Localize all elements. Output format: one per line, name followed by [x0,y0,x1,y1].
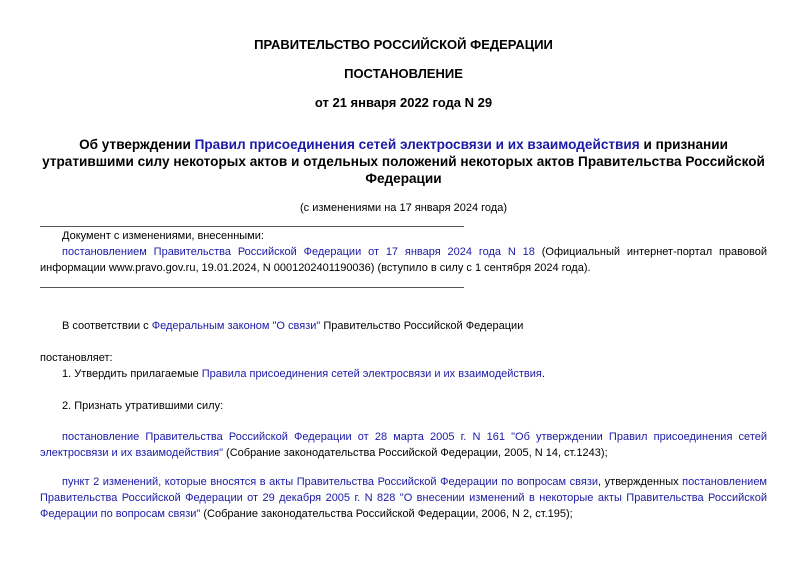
repealed-item-1-source: (Собрание законодательства Российской Федерации, 2005, N 14, ст.1243); [222,447,608,459]
document-type-heading: ПОСТАНОВЛЕНИЕ [344,66,463,81]
amendment-resolution-link[interactable]: постановлением Правительства Российской Федерации от 17 января 2024 года N 18 [62,246,535,258]
repealed-item-2-middle: , утвержденных [598,476,683,488]
item-1-suffix: . [541,368,545,380]
repealed-changes-point-2-link[interactable]: пункт 2 изменений, которые вносятся в акты Правительства Российской Федерации по вопросам связи [62,476,599,488]
preamble [40,318,767,334]
rules-link[interactable]: Правил присоединения сетей электросвязи и их взаимодействия [194,137,640,152]
preamble-prefix: В соответствии с [62,320,152,332]
document-date-number: от 21 января 2022 года N 29 [314,95,493,110]
item-2: 2. Признать утратившими силу: [62,400,224,412]
repealed-item-1 [40,429,767,461]
repealed-item-2 [40,474,767,522]
amendments-title: Документ с изменениями, внесенными: [62,230,264,242]
changes-note: (с изменениями на 17 января 2024 года) [299,202,507,214]
preamble-suffix: Правительство Российской Федерации [320,320,524,332]
document-subject [40,136,767,187]
amendments-body [40,244,767,276]
repealed-resolution-828-link[interactable]: постановлением Правительства Российской Федерации от 29 декабря 2005 г. N 828 "О внесении изменений в некоторые акты Правительства Российской Федерации по вопросам связи" [40,476,767,520]
item-1-rules-link[interactable]: Правила присоединения сетей электросвязи и их взаимодействия [201,368,542,380]
amendment-details: (Официальный интернет-портал правовой информации www.pravo.gov.ru, 19.01.2024, N 0001202401190036) (вступило в силу с 1 сентября 2024 года). [40,246,767,274]
item-1 [40,366,767,382]
repealed-resolution-161-link[interactable]: постановление Правительства Российской Федерации от 28 марта 2005 г. N 161 "Об утверждении Правил присоединения сетей электросвязи и их взаимодействия" [40,431,767,459]
amendments-bottom-divider [40,287,464,288]
federal-law-link[interactable]: Федеральным законом "О связи" [151,320,321,332]
repealed-item-2-source: (Собрание законодательства Российской Федерации, 2006, N 2, ст.195); [200,508,573,520]
item-1-prefix: 1. Утвердить прилагаемые [62,368,202,380]
resolves-text: постановляет: [40,352,113,364]
subject-prefix: Об утверждении [79,137,195,152]
government-heading: ПРАВИТЕЛЬСТВО РОССИЙСКОЙ ФЕДЕРАЦИИ [254,37,553,52]
amendments-top-divider [40,226,464,227]
subject-suffix: и признании утратившими силу некоторых актов и отдельных положений некоторых актов Правительства Российской Федерации [42,137,765,186]
